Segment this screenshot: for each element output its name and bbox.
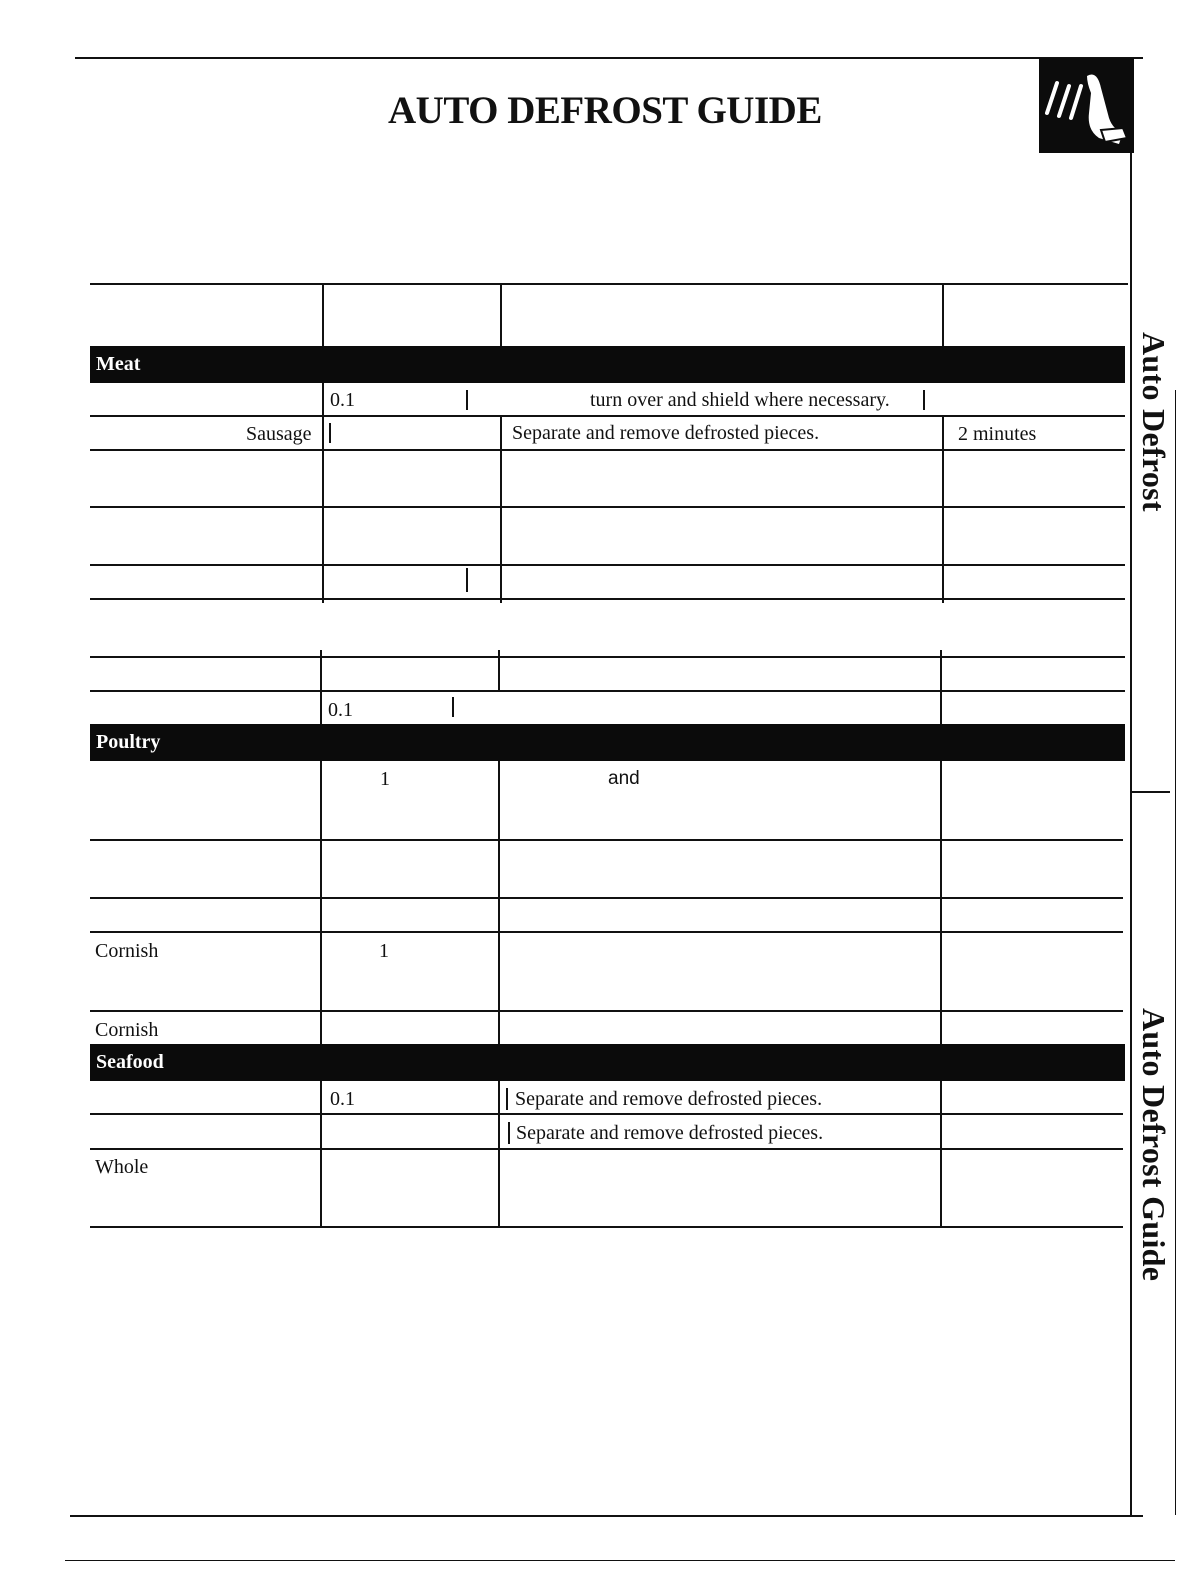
meat-tick (452, 697, 454, 717)
right-margin-line (1130, 150, 1132, 1515)
meat-row-line (90, 506, 1125, 508)
meat-row7-weight: 0.1 (328, 699, 353, 721)
meat-row1-weight: 0.1 (330, 389, 355, 411)
meat-col-1b (320, 650, 322, 724)
bottom-rule (70, 1515, 1143, 1517)
seafood-tick (506, 1088, 508, 1110)
meat-row-line (90, 598, 1125, 600)
meat-col-3 (942, 416, 944, 603)
meat-col-1 (322, 383, 324, 603)
meat-row1-direction: turn over and shield where necessary. (590, 389, 890, 411)
meat-tick (923, 390, 925, 410)
meat-row-line (90, 415, 1125, 417)
meat-tick (466, 568, 468, 592)
poultry-row-line (90, 839, 1123, 841)
seafood-col-2 (498, 1081, 500, 1227)
far-right-line (1175, 390, 1176, 1515)
poultry-row1-weight: 1 (380, 768, 390, 790)
meat-col-3b (940, 650, 942, 724)
poultry-row4-food: Cornish (95, 940, 159, 962)
meat-col-2 (500, 416, 502, 603)
seafood-row3-food: Whole (95, 1156, 149, 1178)
header-col-3 (942, 284, 944, 346)
seafood-col-3 (940, 1081, 942, 1227)
tab-divider (1130, 791, 1170, 793)
meat-row2-food: Sausage (246, 423, 312, 445)
seafood-row-line (90, 1113, 1123, 1115)
footer-rule (65, 1560, 1175, 1561)
top-rule (75, 57, 1143, 59)
poultry-row-line (90, 931, 1123, 933)
section-band-seafood: Seafood (90, 1044, 1125, 1081)
seafood-row-line (90, 1148, 1123, 1150)
poultry-row-line (90, 1010, 1123, 1012)
header-col-1 (322, 284, 324, 346)
meat-row2-time: 2 minutes (958, 423, 1037, 445)
poultry-row4-weight: 1 (379, 940, 389, 962)
header-col-2 (500, 284, 502, 346)
meat-row2-direction: Separate and remove defrosted pieces. (512, 422, 820, 444)
side-tab-auto-defrost-guide: Auto Defrost Guide (1136, 1008, 1172, 1282)
poultry-row1-direction: and (608, 768, 640, 789)
meat-row-line (90, 690, 1125, 692)
meat-row-line (90, 449, 1125, 451)
poultry-col-3 (940, 761, 942, 1044)
meat-row-line (90, 564, 1125, 566)
meat-tick (329, 423, 331, 443)
poultry-row5-food: Cornish (95, 1019, 159, 1041)
seafood-tick (508, 1122, 510, 1144)
section-band-poultry: Poultry (90, 724, 1125, 761)
pointing-hand-icon (1039, 58, 1134, 153)
section-band-meat: Meat (90, 346, 1125, 383)
seafood-row2-direction: Separate and remove defrosted pieces. (516, 1122, 824, 1144)
table-header-top (90, 283, 1128, 285)
seafood-row1-direction: Separate and remove defrosted pieces. (515, 1088, 823, 1110)
seafood-row1-weight: 0.1 (330, 1088, 355, 1110)
seafood-row-line (90, 1226, 1123, 1228)
meat-tick (466, 390, 468, 410)
seafood-col-1 (320, 1081, 322, 1227)
poultry-row-line (90, 897, 1123, 899)
poultry-col-1 (320, 761, 322, 1044)
poultry-col-2 (498, 761, 500, 1044)
side-tab-auto-defrost: Auto Defrost (1136, 332, 1172, 512)
page-title: AUTO DEFROST GUIDE (388, 89, 822, 132)
meat-row-line (90, 656, 1125, 658)
meat-col-2b (498, 650, 500, 690)
